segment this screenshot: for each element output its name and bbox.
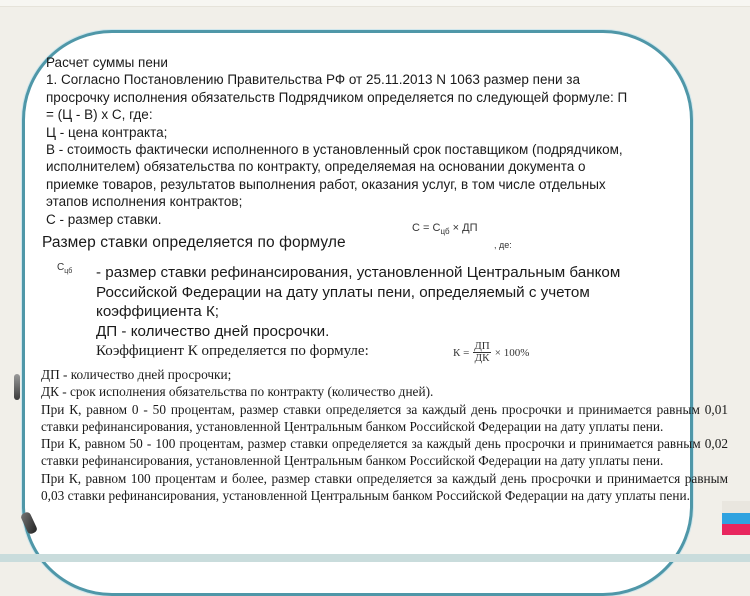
k-formula-fraction [473,341,490,364]
rule-line: ДП - количество дней просрочки; [41,367,232,382]
intro-line: С - размер ставки. [46,211,162,227]
top-strip [0,0,750,7]
intro-line: Ц - цена контракта; [46,124,168,140]
intro-line: 1. Согласно Постановлению Правительства РФ от 25.11.2013 N 1063 размер пени за [46,72,580,88]
k-formula [453,341,529,364]
rate-formula-lhs: С = С [412,222,441,234]
ccb-symbol-base: С [57,262,65,273]
k-formula-rhs: × 100% [494,346,530,359]
section-title: Расчет суммы пени [46,55,168,70]
k-formula-denominator: ДК [474,352,490,364]
intro-block [46,54,686,228]
rules-block [41,366,728,504]
rule-line: ДК - срок исполнения обязательства по контракту (количество дней). [41,384,434,400]
k-formula-lhs: К = [453,346,470,359]
binder-clip-icon [14,374,20,400]
rule-paragraph: При К, равном 100 процентам и более, размер ставки определяется за каждый день просрочки и принимается равным 0,03 ставки рефинансирования, установленной Центральным банком Российской Федерации на дату уплаты пени. [41,470,728,504]
definitions-block [96,263,686,341]
rate-formula [412,222,478,236]
intro-line: приемке товаров, результатов выполнения работ, оказания услуг, в том числе отдельных [46,176,606,192]
flag-stripe-red [722,524,750,535]
rate-formula-sub: цб [440,227,450,237]
intro-line: этапов исполнения контрактов; [46,194,243,210]
ccb-symbol [57,262,72,275]
rate-formula-where: , де: [494,240,512,250]
rule-paragraph: При К, равном 0 - 50 процентам, размер ставки определяется за каждый день просрочки и принимается равным 0,01 ставки рефинансирования, установленной Центральным банком Российской Федерации на дату уплаты пени. [41,401,728,434]
intro-line: исполнителем) обязательства по контракту, определяемая на основании документа о [46,159,586,175]
definition-line: - размер ставки рефинансирования, установленной Центральным банком [96,264,621,281]
definition-line: коэффициента К; [96,303,220,320]
ccb-symbol-sub: цб [64,268,73,275]
rate-formula-rhs: × ДП [449,222,478,234]
bottom-band [0,554,750,562]
intro-line: просрочку исполнения обязательств Подрядчиком определяется по следующей формуле: П [46,89,628,105]
definition-line: ДП - количество дней просрочки. [96,322,330,340]
k-formula-intro: Коэффициент К определяется по формуле: [96,343,369,359]
rate-formula-intro: Размер ставки определяется по формуле [42,234,346,251]
intro-line: В - стоимость фактически исполненного в установленный срок поставщиком (подрядчиком, [46,142,623,158]
intro-line: = (Ц - В) х С, где: [46,107,153,123]
flag-stripe-blue [722,513,750,524]
k-formula-numerator: ДП [474,340,490,352]
rule-paragraph: При К, равном 50 - 100 процентам, размер ставки определяется за каждый день просрочки и принимается равным 0,02 ставки рефинансирования, установленной Центральным банком Российской Федерации на дату уплаты пени. [41,436,728,469]
definition-line: Российской Федерации на дату уплаты пени, определяемый с учетом [96,283,590,301]
